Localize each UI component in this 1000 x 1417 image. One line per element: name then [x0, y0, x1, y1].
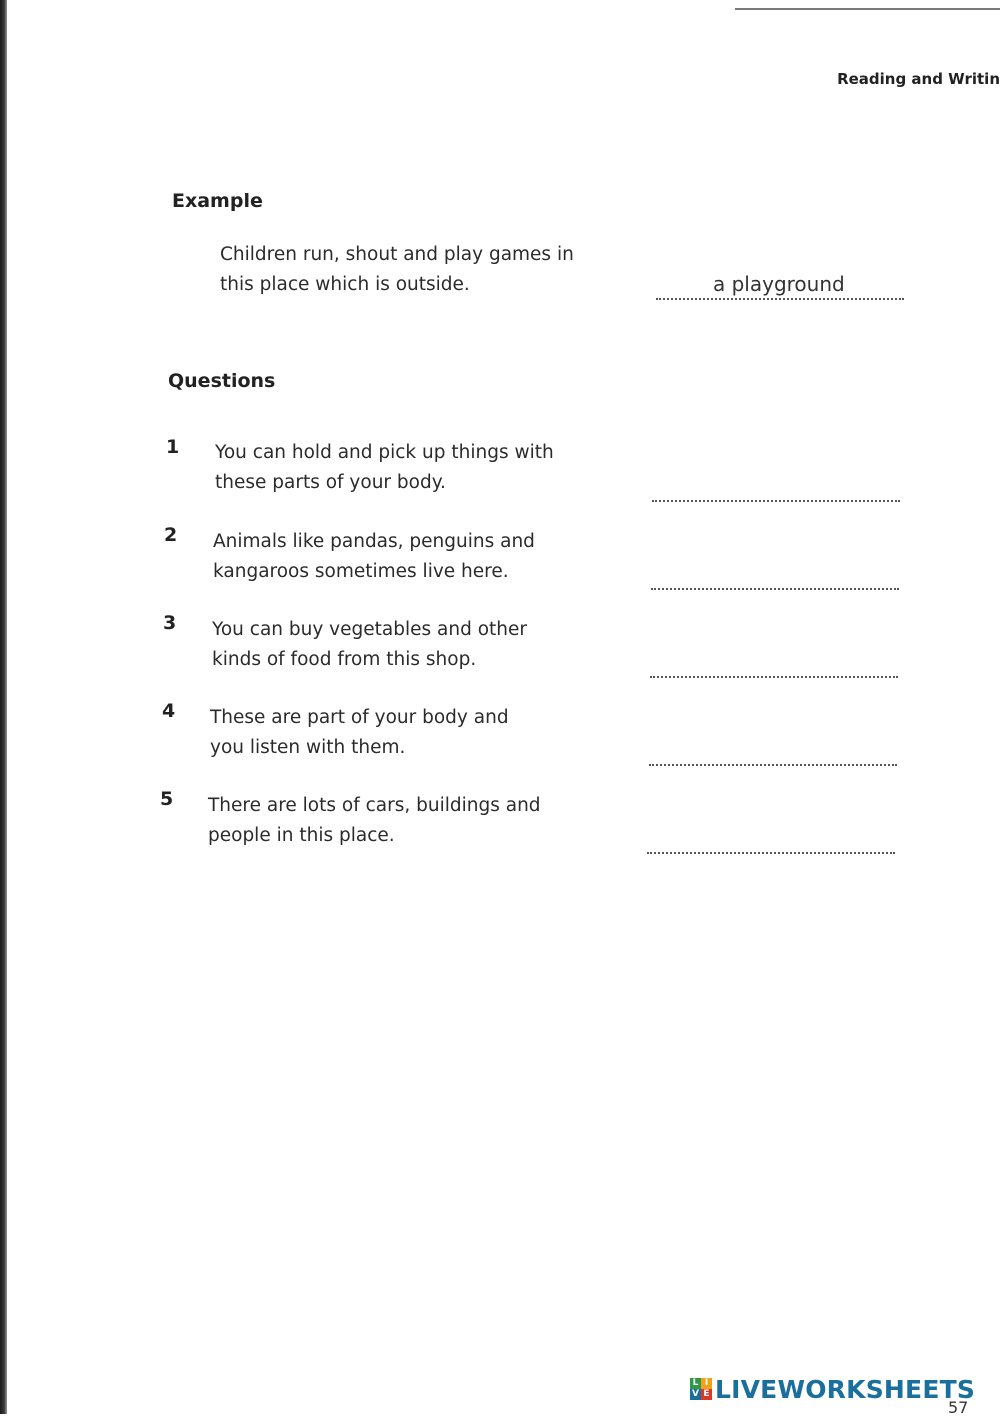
example-heading: Example [172, 190, 263, 212]
question-3-line-1: You can buy vegetables and other [212, 619, 527, 640]
example-clue-line-2: this place which is outside. [220, 274, 470, 295]
question-2-number: 2 [164, 524, 178, 546]
question-2-answer-line[interactable] [651, 588, 899, 590]
live-block-l: L [690, 1378, 701, 1389]
question-2-line-2: kangaroos sometimes live here. [213, 561, 509, 582]
question-1-answer-line[interactable] [652, 500, 900, 502]
question-4-clue [210, 703, 610, 763]
question-5-line-2: people in this place. [208, 825, 395, 846]
question-5-clue [208, 791, 608, 851]
question-5-answer-line[interactable] [647, 852, 895, 854]
question-1-line-2: these parts of your body. [215, 472, 446, 493]
header-rule [735, 8, 1000, 10]
questions-heading: Questions [168, 370, 276, 392]
question-1-line-1: You can hold and pick up things with [215, 442, 554, 463]
page-number: 57 [948, 1398, 969, 1417]
live-blocks-icon [690, 1378, 712, 1400]
example-clue-line-1: Children run, shout and play games in [220, 244, 574, 265]
question-3-clue [212, 615, 612, 675]
brand-wordmark: LIVEWORKSHEETS [715, 1374, 976, 1404]
example-answer-line [656, 298, 904, 300]
question-4-line-2: you listen with them. [210, 737, 406, 758]
question-3-number: 3 [163, 612, 177, 634]
question-1-number: 1 [166, 436, 180, 458]
example-answer: a playground [713, 272, 845, 296]
scan-page-edge [0, 0, 7, 1414]
example-clue [220, 240, 620, 300]
question-4-line-1: These are part of your body and [210, 707, 509, 728]
question-1-clue [215, 438, 615, 498]
live-block-e: E [701, 1389, 712, 1400]
live-block-i: I [701, 1378, 712, 1389]
question-3-answer-line[interactable] [650, 676, 898, 678]
question-5-number: 5 [160, 788, 174, 810]
live-block-v: V [690, 1389, 701, 1400]
question-5-line-1: There are lots of cars, buildings and [208, 795, 541, 816]
question-4-answer-line[interactable] [649, 764, 897, 766]
question-2-line-1: Animals like pandas, penguins and [213, 531, 535, 552]
question-2-clue [213, 527, 613, 587]
question-4-number: 4 [162, 700, 176, 722]
running-header: Reading and Writin [837, 70, 1000, 88]
liveworksheets-logo [690, 1374, 975, 1404]
question-3-line-2: kinds of food from this shop. [212, 649, 477, 670]
